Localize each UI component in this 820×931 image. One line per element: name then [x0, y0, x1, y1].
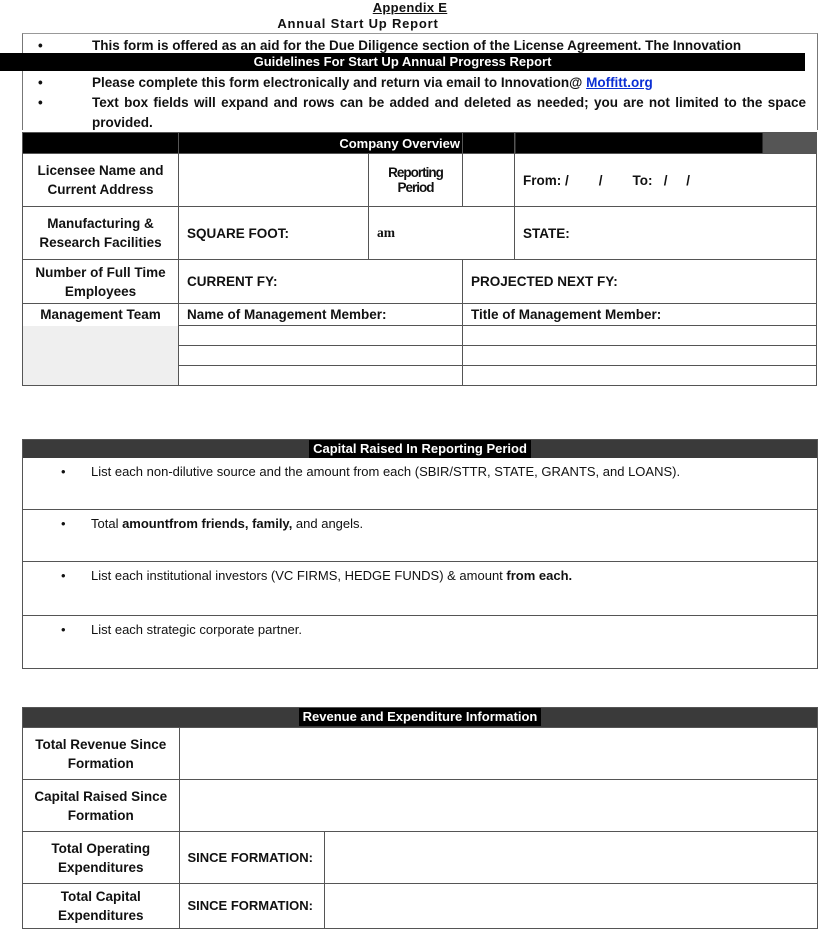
capital-raised-since-input[interactable]: [179, 780, 817, 832]
appendix-heading: Appendix E: [372, 0, 448, 15]
capital-expenditures-input[interactable]: [324, 884, 817, 928]
reporting-period-label: Reporting Period: [369, 154, 463, 207]
capital-item-non-dilutive[interactable]: • List each non-dilutive source and the amount from each (SBIR/STTR, STATE, GRANTS, and LOANS).: [61, 464, 681, 479]
company-overview-header: [23, 133, 817, 154]
bullet-icon: •: [38, 95, 43, 110]
operating-expenditures-label: Total Operating Expenditures: [23, 832, 179, 884]
capital-raised-section: [22, 439, 818, 669]
reporting-period-input[interactable]: [463, 154, 515, 207]
management-label: Management Team: [23, 304, 179, 326]
capital-item-strategic-partner[interactable]: • List each strategic corporate partner.: [23, 615, 817, 668]
current-fy-field[interactable]: CURRENT FY:: [179, 260, 463, 304]
bullet-icon: •: [38, 38, 43, 53]
capital-raised-since-label: Capital Raised Since Formation: [23, 780, 179, 832]
member-name-input[interactable]: [179, 366, 463, 386]
capital-since-formation-label: SINCE FORMATION:: [179, 884, 324, 928]
company-overview-section: [22, 132, 816, 386]
projected-fy-field[interactable]: PROJECTED NEXT FY:: [463, 260, 817, 304]
capital-raised-header: [23, 440, 817, 458]
capital-expenditures-label: Total Capital Expenditures: [23, 884, 179, 928]
report-title: Annual Start Up Report: [277, 16, 439, 31]
capital-item-institutional[interactable]: • List each institutional investors (VC FIRMS, HEDGE FUNDS) & amount from each.: [23, 561, 817, 615]
revenue-title: Revenue and Expenditure Information: [299, 708, 542, 726]
total-revenue-input[interactable]: [179, 728, 817, 780]
revenue-header: [23, 708, 817, 727]
bullet-icon: •: [38, 75, 43, 90]
operating-since-formation-label: SINCE FORMATION:: [179, 832, 324, 884]
facilities-label: Manufacturing & Research Facilities: [23, 207, 179, 260]
email-link[interactable]: Moffitt.org: [586, 75, 653, 90]
square-foot-input[interactable]: am: [369, 207, 515, 260]
member-title-input[interactable]: [463, 346, 817, 366]
guidelines-bar: Guidelines For Start Up Annual Progress Report: [0, 53, 805, 71]
total-revenue-label: Total Revenue Since Formation: [23, 728, 179, 780]
management-blank: [23, 326, 179, 386]
capital-item-friends-family[interactable]: • Total amountfrom friends, family, and angels.: [23, 509, 817, 561]
reporting-period-dates[interactable]: From: / / To: / /: [515, 154, 817, 207]
member-name-input[interactable]: [179, 346, 463, 366]
bullet-icon: •: [61, 622, 66, 637]
bullet-icon: •: [61, 516, 66, 531]
employees-label: Number of Full Time Employees: [23, 260, 179, 304]
member-name-header: Name of Management Member:: [179, 304, 463, 326]
member-title-header: Title of Management Member:: [463, 304, 817, 326]
licensee-label: Licensee Name and Current Address: [23, 154, 179, 207]
square-foot-label: SQUARE FOOT:: [179, 207, 369, 260]
member-name-input[interactable]: [179, 326, 463, 346]
company-overview-title: Company Overview: [179, 133, 463, 154]
state-field[interactable]: STATE:: [515, 207, 817, 260]
member-title-input[interactable]: [463, 366, 817, 386]
bullet-icon: •: [61, 568, 66, 583]
operating-expenditures-input[interactable]: [324, 832, 817, 884]
bullet-icon: •: [61, 464, 66, 479]
revenue-section: [22, 707, 818, 929]
licensee-input[interactable]: [179, 154, 369, 207]
member-title-input[interactable]: [463, 326, 817, 346]
capital-raised-title: Capital Raised In Reporting Period: [309, 440, 531, 458]
